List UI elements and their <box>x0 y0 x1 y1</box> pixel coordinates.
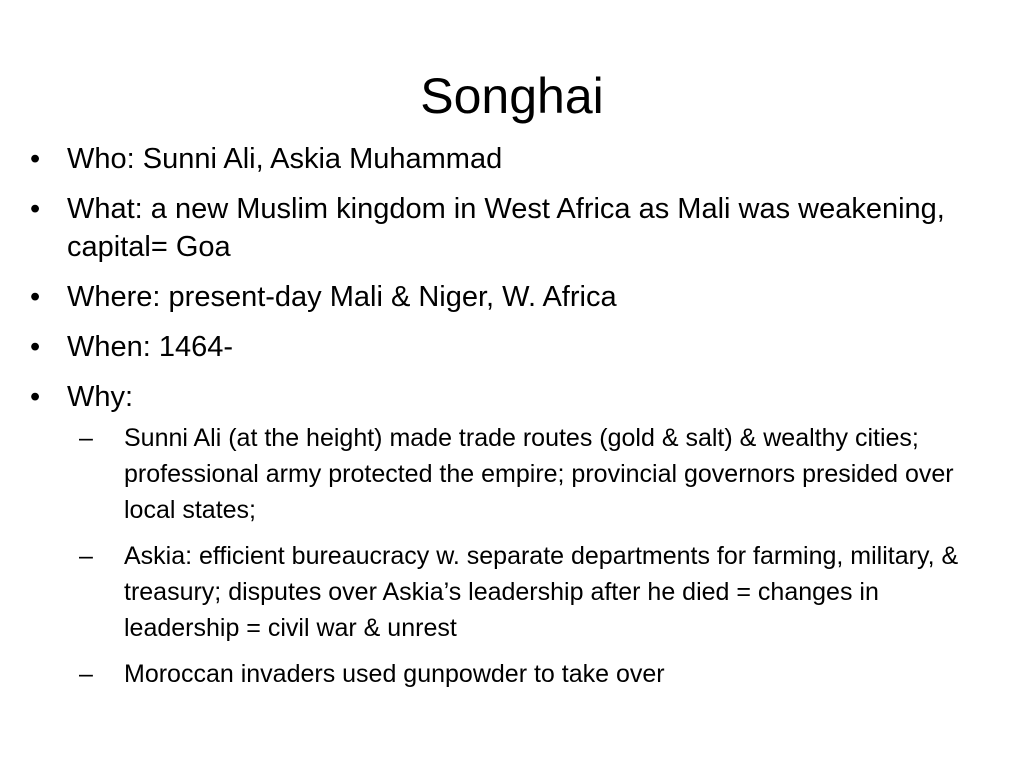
bullet-text: What: a new Muslim kingdom in West Africa as Mali was weakening, capital= Goa <box>67 193 945 263</box>
bullet-what <box>26 190 986 266</box>
bullet-where <box>26 278 986 316</box>
sub-bullet-text: Moroccan invaders used gunpowder to take over <box>124 660 665 688</box>
bullet-marker: • <box>30 193 41 225</box>
sub-bullet-marker: – <box>79 424 93 452</box>
bullet-text: Why: <box>67 381 134 413</box>
bullet-when <box>26 328 986 366</box>
bullet-marker: • <box>30 281 41 313</box>
bullet-list <box>26 140 986 692</box>
sub-bullet-text: Askia: efficient bureaucracy w. separate departments for farming, military, & treasury; disputes over Askia’s leadership after he died = changes in leadership = civil war & unrest <box>124 542 959 642</box>
sub-bullet-sunni-ali <box>79 420 986 528</box>
bullet-text: When: 1464- <box>67 331 234 363</box>
bullet-text: Who: Sunni Ali, Askia Muhammad <box>67 143 503 175</box>
bullet-marker: • <box>30 381 41 413</box>
sub-bullet-marker: – <box>79 660 93 688</box>
slide-title: Songhai <box>420 68 604 124</box>
slide-content <box>26 140 986 704</box>
bullet-why <box>26 378 986 692</box>
bullet-text: Where: present-day Mali & Niger, W. Africa <box>67 281 617 313</box>
sub-bullet-text: Sunni Ali (at the height) made trade routes (gold & salt) & wealthy cities; professional army protected the empire; provincial governors presided over local states; <box>124 424 954 524</box>
sub-bullet-moroccan <box>79 656 986 692</box>
sub-bullet-list <box>67 420 986 692</box>
sub-bullet-marker: – <box>79 542 93 570</box>
bullet-who <box>26 140 986 178</box>
bullet-marker: • <box>30 331 41 363</box>
sub-bullet-askia <box>79 538 986 646</box>
bullet-marker: • <box>30 143 41 175</box>
